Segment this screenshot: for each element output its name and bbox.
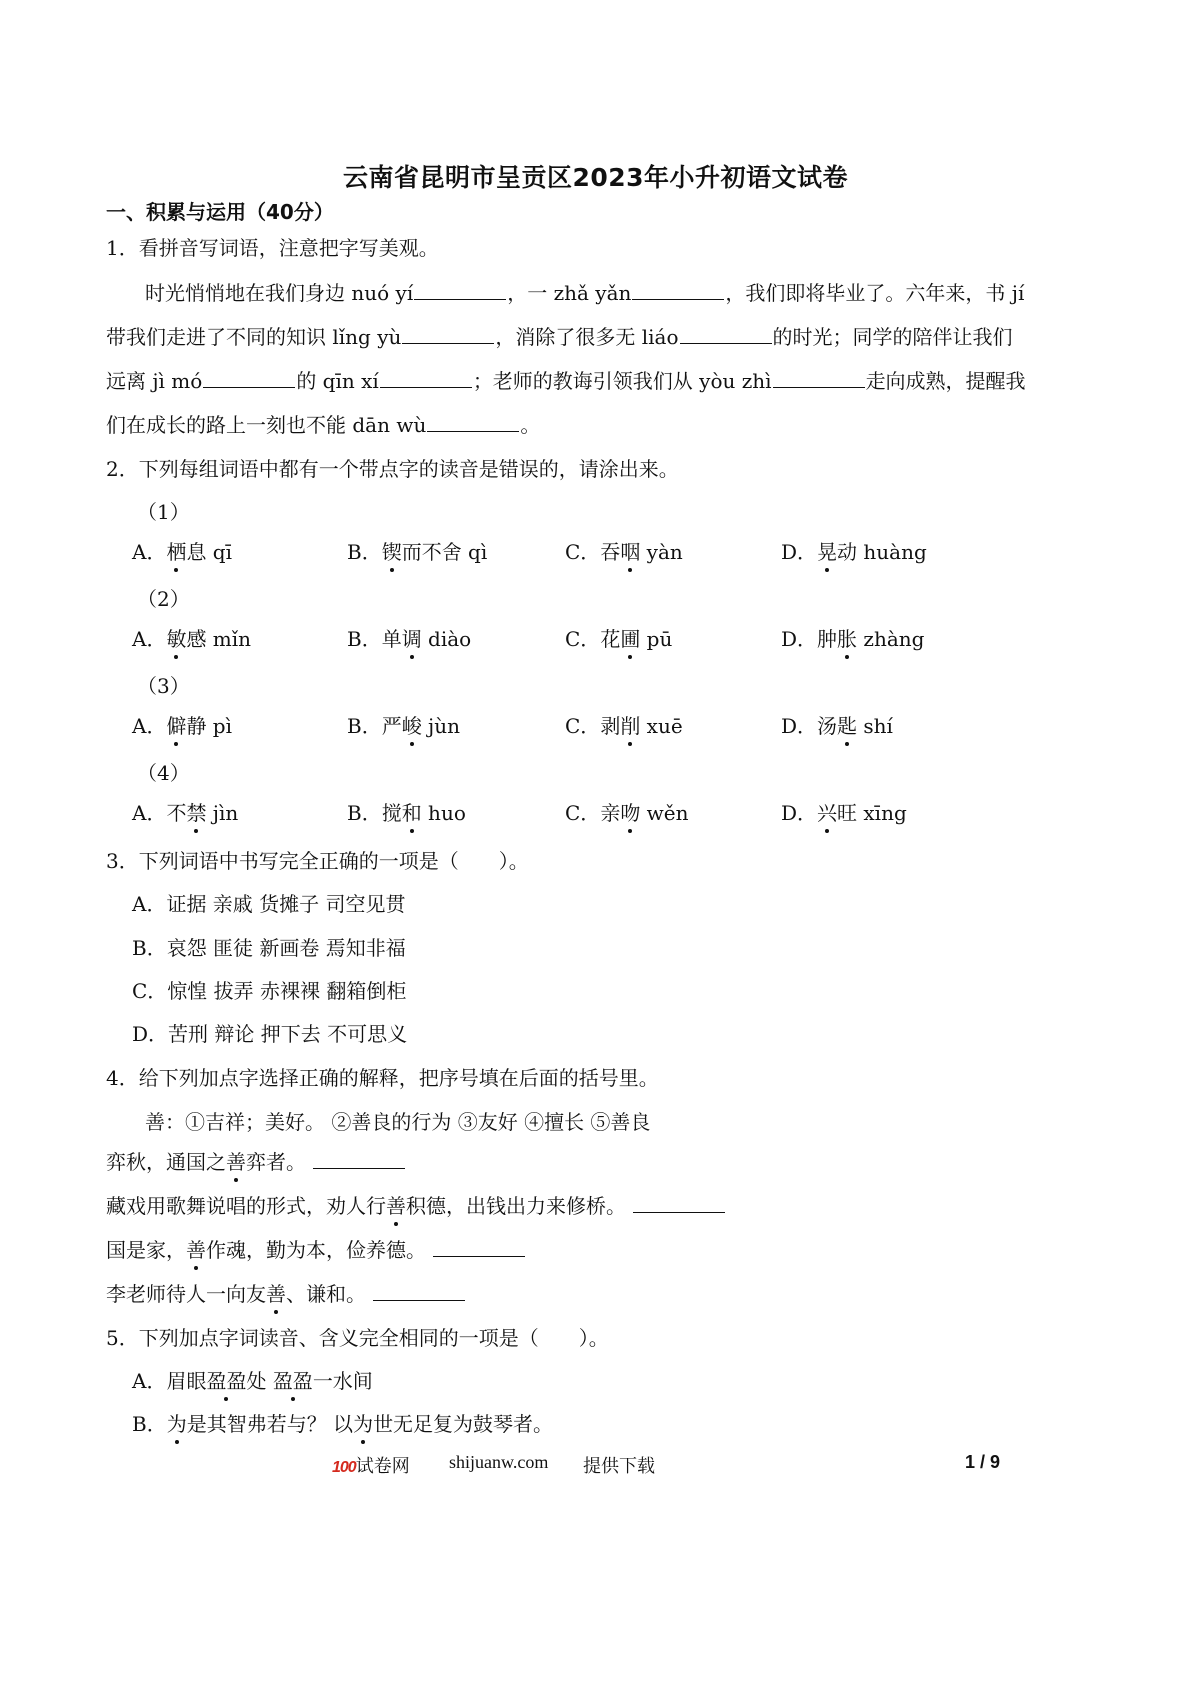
option-text: B．	[347, 540, 382, 564]
question-2-option[interactable]	[347, 536, 487, 565]
dotted-character: 兴	[817, 797, 837, 826]
question-1-line-4	[106, 409, 540, 438]
option-text: pū	[640, 627, 673, 651]
item-text: 李老师待人一向友	[106, 1282, 266, 1306]
item-text: 、谦和。	[286, 1282, 366, 1306]
question-5-option-b[interactable]	[132, 1408, 553, 1437]
question-3-option-d[interactable]: D．苦刑 辩论 押下去 不可思义	[132, 1022, 408, 1046]
dotted-character: 善	[266, 1278, 286, 1307]
question-3-stem: 3．下列词语中书写完全正确的一项是（ ）。	[106, 849, 529, 873]
option-text: 处	[246, 1369, 273, 1393]
dotted-character: 锲	[382, 536, 402, 565]
option-text: A．	[132, 627, 167, 651]
answer-blank[interactable]	[433, 1236, 525, 1257]
option-text: zhàng	[857, 627, 925, 651]
option-text: 世无足复为鼓琴者。	[373, 1412, 554, 1436]
answer-blank[interactable]	[680, 323, 772, 344]
option-text: wěn	[640, 801, 689, 825]
option-text: D．	[781, 627, 818, 651]
q1-text: ，我们即将毕业了。六年来，书 jí	[725, 281, 1025, 305]
option-text: 搅	[381, 801, 402, 825]
item-text: 弈者。	[246, 1150, 306, 1174]
question-3-option-c[interactable]: C．惊惶 拔弄 赤裸裸 翻箱倒柜	[132, 979, 407, 1003]
question-4-definitions: 善：①吉祥；美好。 ②善良的行为 ③友好 ④擅长 ⑤善良	[145, 1110, 651, 1134]
option-text: 严	[381, 714, 402, 738]
page-number: 1 / 9	[965, 1452, 1001, 1472]
question-2-option[interactable]	[132, 536, 232, 565]
question-2-option[interactable]	[347, 797, 466, 826]
item-text: 藏戏用歌舞说唱的形式，劝人行	[106, 1194, 386, 1218]
answer-blank[interactable]	[402, 323, 494, 344]
q1-text: ；老师的教诲引领我们从 yòu zhì	[472, 369, 772, 393]
question-2-option[interactable]	[781, 797, 907, 826]
dotted-character: 削	[620, 710, 640, 739]
question-1-stem: 1．看拼音写词语，注意把字写美观。	[106, 236, 439, 260]
question-5-stem: 5．下列加点字词读音、含义完全相同的一项是（ ）。	[106, 1326, 609, 1350]
q1-text: 的 qīn xí	[296, 369, 379, 393]
option-text: huo	[421, 801, 466, 825]
question-4-item-4	[106, 1278, 466, 1307]
dotted-character: 咽	[620, 536, 640, 565]
q1-text: 远离 jì mó	[106, 369, 203, 393]
answer-blank[interactable]	[773, 367, 865, 388]
question-2-option[interactable]	[132, 710, 232, 739]
option-text: 汤	[817, 714, 838, 738]
dotted-character: 晃	[817, 536, 837, 565]
option-text: 感 mǐn	[186, 627, 252, 651]
page-title: 云南省昆明市呈贡区2023年小升初语文试卷	[342, 163, 849, 192]
question-1-line-3	[106, 365, 1026, 394]
question-2-option[interactable]	[781, 710, 893, 739]
question-2-group-number: （4）	[137, 761, 190, 785]
answer-blank[interactable]	[313, 1148, 405, 1169]
dotted-character: 峻	[402, 710, 422, 739]
item-text: 弈秋，通国之	[106, 1150, 226, 1174]
option-text: B．	[347, 714, 382, 738]
option-text: xuē	[640, 714, 683, 738]
question-2-option[interactable]	[565, 623, 672, 652]
question-2-option[interactable]	[781, 536, 927, 565]
option-text: A．	[132, 801, 167, 825]
option-text: 亲	[600, 801, 621, 825]
answer-blank[interactable]	[373, 1280, 465, 1301]
option-text: D．	[781, 801, 818, 825]
question-2-option[interactable]	[565, 797, 689, 826]
question-2-option[interactable]	[565, 536, 683, 565]
q1-text: 。	[520, 413, 541, 437]
option-text: 动 huàng	[837, 540, 927, 564]
dotted-character: 胀	[837, 623, 857, 652]
question-4-stem: 4．给下列加点字选择正确的解释，把序号填在后面的括号里。	[106, 1066, 659, 1090]
option-text: 静 pì	[186, 714, 233, 738]
question-4-item-3	[106, 1234, 526, 1263]
option-text: 花	[600, 627, 621, 651]
option-text: C．	[565, 801, 601, 825]
dotted-character: 善	[226, 1146, 246, 1175]
footer-note: 提供下载	[583, 1456, 655, 1476]
option-text: A．眉眼	[132, 1369, 207, 1393]
question-4-item-2	[106, 1190, 726, 1219]
question-2-group-number: （3）	[137, 674, 190, 698]
question-2-option[interactable]	[132, 623, 251, 652]
question-2-group-number: （1）	[137, 500, 190, 524]
option-text: 单	[381, 627, 402, 651]
question-2-option[interactable]	[781, 623, 924, 652]
dotted-character: 圃	[620, 623, 640, 652]
dotted-character: 善	[186, 1234, 206, 1263]
option-text: B．	[347, 801, 382, 825]
option-text: A．	[132, 714, 167, 738]
site-logo: 100	[332, 1459, 356, 1476]
option-text: D．	[781, 540, 818, 564]
dotted-word: 盈盈	[206, 1365, 246, 1394]
option-text: shí	[857, 714, 893, 738]
question-2-option[interactable]	[132, 797, 238, 826]
footer-domain[interactable]: shijuanw.com	[449, 1452, 549, 1472]
option-text: 肿	[817, 627, 838, 651]
dotted-word: 盈盈	[273, 1365, 313, 1394]
option-text: 而不舍 qì	[401, 540, 488, 564]
q1-text: 的时光；同学的陪伴让我们	[772, 325, 1013, 349]
question-4-item-1	[106, 1146, 406, 1175]
answer-blank[interactable]	[632, 279, 724, 300]
question-2-option[interactable]	[347, 623, 471, 652]
q1-text: ，消除了很多无 liáo	[495, 325, 679, 349]
answer-blank[interactable]	[633, 1192, 725, 1213]
section-heading: 一、积累与运用（40分）	[106, 200, 334, 224]
option-text: B．	[132, 1412, 167, 1436]
site-name: 试卷网	[355, 1456, 410, 1476]
option-text: 旺 xīng	[837, 801, 907, 825]
question-3-option-a[interactable]: A．证据 亲戚 货摊子 司空见贯	[132, 892, 406, 916]
option-text: jìn	[206, 801, 239, 825]
dotted-character: 吻	[620, 797, 640, 826]
dotted-character: 为	[167, 1408, 187, 1437]
answer-blank[interactable]	[427, 411, 519, 432]
question-2-option[interactable]	[565, 710, 683, 739]
dotted-character: 僻	[166, 710, 186, 739]
option-text: yàn	[640, 540, 683, 564]
q1-text: 们在成长的路上一刻也不能 dān wù	[106, 413, 427, 437]
answer-blank[interactable]	[380, 367, 472, 388]
item-text: 积德，出钱出力来修桥。	[406, 1194, 626, 1218]
q1-text: 时光悄悄地在我们身边 nuó yí	[145, 281, 414, 305]
option-text: 吞	[600, 540, 621, 564]
option-text: C．	[565, 714, 601, 738]
dotted-character: 和	[402, 797, 422, 826]
option-text: 不	[166, 801, 187, 825]
dotted-character: 匙	[837, 710, 857, 739]
option-text: jùn	[421, 714, 461, 738]
option-text: 息 qī	[186, 540, 233, 564]
item-text: 作魂，勤为本，俭养德。	[206, 1238, 426, 1262]
dotted-character: 为	[353, 1408, 373, 1437]
option-text: diào	[421, 627, 472, 651]
q1-text: 走向成熟，提醒我	[865, 369, 1026, 393]
question-2-option[interactable]	[347, 710, 460, 739]
option-text: C．	[565, 540, 601, 564]
dotted-character: 栖	[166, 536, 186, 565]
question-3-option-b[interactable]: B．哀怨 匪徒 新画卷 焉知非福	[132, 936, 406, 960]
option-text: C．	[565, 627, 601, 651]
question-1-line-1	[145, 277, 1024, 306]
option-text: A．	[132, 540, 167, 564]
question-1-line-2	[106, 321, 1013, 350]
question-5-option-a[interactable]	[132, 1365, 373, 1394]
dotted-character: 禁	[186, 797, 206, 826]
question-2-group-number: （2）	[137, 587, 190, 611]
dotted-character: 调	[402, 623, 422, 652]
option-text: 剥	[600, 714, 621, 738]
option-text: 一水间	[312, 1369, 373, 1393]
dotted-character: 敏	[166, 623, 186, 652]
q1-text: ，一 zhǎ yǎn	[507, 281, 632, 305]
question-2-stem: 2．下列每组词语中都有一个带点字的读音是错误的，请涂出来。	[106, 457, 679, 481]
footer-brand	[332, 1452, 410, 1478]
item-text: 国是家，	[106, 1238, 186, 1262]
answer-blank[interactable]	[414, 279, 506, 300]
answer-blank[interactable]	[203, 367, 295, 388]
dotted-character: 善	[386, 1190, 406, 1219]
option-text: D．	[781, 714, 818, 738]
q1-text: 带我们走进了不同的知识 lǐng yù	[106, 325, 402, 349]
option-text: B．	[347, 627, 382, 651]
option-text: 是其智弗若与？ 以	[186, 1412, 354, 1436]
